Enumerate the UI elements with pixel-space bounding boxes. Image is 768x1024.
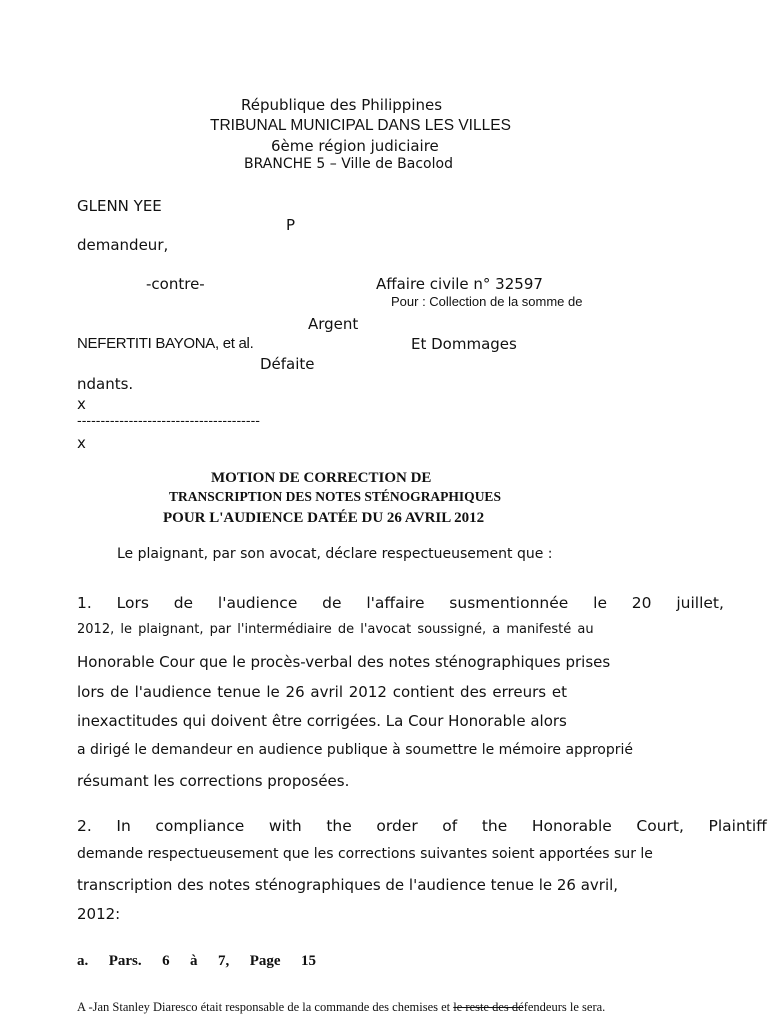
item-a-word: Pars. xyxy=(108,953,142,969)
motion-title-line3: POUR L'AUDIENCE DATÉE DU 26 AVRIL 2012 xyxy=(163,510,485,526)
para2-line2: demande respectueusement que les corrections suivantes soient apportées sur le xyxy=(77,846,653,862)
para1-word: 20 xyxy=(631,594,652,612)
para1-line7: résumant les corrections proposées. xyxy=(77,772,350,790)
para2-word: with xyxy=(268,817,302,835)
para1-word: juillet, xyxy=(676,594,724,612)
plaintiff-name: GLENN YEE xyxy=(77,197,162,215)
item-a-heading xyxy=(77,953,316,970)
caption-x-top: x xyxy=(77,395,86,413)
para2-line3: transcription des notes sténographiques de l'audience tenue le 26 avril, xyxy=(77,876,619,894)
item-a-word: 15 xyxy=(300,953,316,969)
para1-line1 xyxy=(77,594,724,612)
para1-word: 1. xyxy=(77,594,92,612)
para2-word: Plaintiff xyxy=(708,817,767,835)
para2-word: compliance xyxy=(155,817,245,835)
case-number: Affaire civile n° 32597 xyxy=(376,275,543,293)
para1-line6: a dirigé le demandeur en audience publique à soumettre le mémoire approprié xyxy=(77,742,634,758)
para2-word: the xyxy=(481,817,508,835)
para2-word: the xyxy=(326,817,352,835)
case-purpose-dommages: Et Dommages xyxy=(411,335,517,353)
header-court: TRIBUNAL MUNICIPAL DANS LES VILLES xyxy=(210,117,511,134)
para2-word: 2. xyxy=(77,817,92,835)
para1-line4: lors de l'audience tenue le 26 avril 2012 contient des erreurs et xyxy=(77,683,567,701)
para2-word: of xyxy=(442,817,458,835)
para2-word: Honorable xyxy=(531,817,612,835)
plaintiff-p-fragment: P xyxy=(286,216,296,234)
para2-word: In xyxy=(116,817,131,835)
para2-line4: 2012: xyxy=(77,905,121,923)
intro-paragraph: Le plaignant, par son avocat, déclare respectueusement que : xyxy=(117,546,553,562)
defendant-role-part2: ndants. xyxy=(77,375,134,393)
header-country: République des Philippines xyxy=(241,96,443,114)
para1-word: de xyxy=(322,594,342,612)
item-a-word: a. xyxy=(77,953,89,969)
defendant-name: NEFERTITI BAYONA, et al. xyxy=(77,335,254,352)
struck-text: le reste des dé xyxy=(453,1000,524,1014)
case-purpose-argent: Argent xyxy=(308,315,359,333)
para1-word: susmentionnée xyxy=(449,594,569,612)
item-a-word: 7, xyxy=(217,953,230,969)
correction-line-a xyxy=(77,1000,605,1015)
header-branch: BRANCHE 5 – Ville de Bacolod xyxy=(244,156,453,172)
item-a-word: 6 xyxy=(162,953,170,969)
case-purpose: Pour : Collection de la somme de xyxy=(391,294,583,309)
caption-dash-line: --------------------------------------- xyxy=(77,414,260,429)
header-region: 6ème région judiciaire xyxy=(271,137,439,155)
para2-line1 xyxy=(77,817,767,835)
plaintiff-role: demandeur, xyxy=(77,236,169,254)
versus-label: -contre- xyxy=(146,275,205,293)
para1-line5: inexactitudes qui doivent être corrigées. La Cour Honorable alors xyxy=(77,712,567,730)
motion-title-line2: TRANSCRIPTION DES NOTES STÉNOGRAPHIQUES xyxy=(169,489,501,504)
item-a-word: Page xyxy=(249,953,281,969)
para1-word: Lors xyxy=(116,594,149,612)
correction-text-end: fendeurs le sera. xyxy=(523,1000,606,1014)
para1-word: l'audience xyxy=(217,594,298,612)
correction-text: A -Jan Stanley Diaresco était responsable de la commande des chemises et xyxy=(77,1000,454,1014)
para1-word: le xyxy=(593,594,607,612)
para2-word: order xyxy=(376,817,418,835)
para1-word: de xyxy=(173,594,194,612)
item-a-word: à xyxy=(190,953,198,969)
caption-x-bottom: x xyxy=(77,434,86,452)
defendant-role-part1: Défaite xyxy=(260,355,315,373)
para1-line3: Honorable Cour que le procès-verbal des notes sténographiques prises xyxy=(77,653,611,671)
para1-word: l'affaire xyxy=(366,594,425,612)
motion-title-line1: MOTION DE CORRECTION DE xyxy=(211,470,432,486)
para2-word: Court, xyxy=(636,817,684,835)
para1-line2: 2012, le plaignant, par l'intermédiaire de l'avocat soussigné, a manifesté au xyxy=(77,622,594,637)
